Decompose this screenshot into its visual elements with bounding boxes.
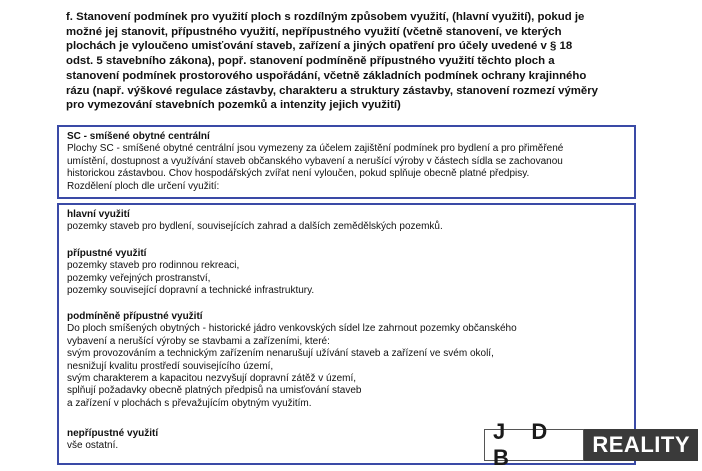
conditional-use-line: Do ploch smíšených obytných - historické jádro venkovských sídel lze zahrnout pozemky občanského xyxy=(67,323,517,335)
area-definition-line: umístění, dostupnost a využívání staveb občanského vybavení a nerušící výroby v částech sídla se zachovanou xyxy=(67,155,563,167)
jdb-reality-logo xyxy=(484,419,698,470)
forbidden-use-section xyxy=(67,428,158,453)
conditional-use-line: splňují požadavky obecně platných předpisů na umisťování staveb xyxy=(67,385,362,397)
allowed-use-title: přípustné využití xyxy=(67,248,147,259)
allowed-use-line: pozemky veřejných prostranství, xyxy=(67,272,211,284)
allowed-use-section xyxy=(67,248,314,298)
heading-line: odst. 5 stavebního zákona), popř. stanovení podmíněně přípustného využití těchto ploch a xyxy=(66,55,555,68)
heading-line: rázu (např. výškové regulace zástavby, charakteru a struktury zástavby, stanovení rozmezí výměry xyxy=(66,84,599,97)
conditional-use-line: svým charakterem a kapacitou nezvyšují dopravní zátěž v území, xyxy=(67,373,357,385)
heading-line: plochách je vyloučeno umisťování staveb, zařízení a jiných opatření pro účely uvedené v § 18 xyxy=(66,40,573,53)
conditional-use-line: nesnižují kvalitu prostředí souvisejícího území, xyxy=(67,360,274,372)
area-definition-text xyxy=(67,131,563,193)
conditional-use-line: a zařízení v plochách s převažujícím obytným využitím. xyxy=(67,397,312,409)
conditional-use-line: svým provozováním a technickým zařízením nenarušují užívání staveb a zařízení ve svém okolí, xyxy=(67,348,494,360)
area-definition-line: historickou zástavbou. Chov hospodářských zvířat není vyloučen, pokud splňuje obecně platné předpisy. xyxy=(67,168,530,180)
heading-line: stanovení podmínek prostorového uspořádání, včetně základních podmínek ochrany krajinného xyxy=(66,69,587,82)
allowed-use-line: pozemky související dopravní a technické infrastruktury. xyxy=(67,285,315,297)
area-definition-line: Plochy SC - smíšené obytné centrální jsou vymezeny za účelem zajištění podmínek pro bydlení a pro přiměřené xyxy=(67,143,564,155)
section-heading xyxy=(66,10,626,113)
area-definition-title: SC - smíšené obytné centrální xyxy=(67,131,210,142)
forbidden-use-title: nepřípustné využití xyxy=(67,428,159,439)
logo-jdb-text: J D B xyxy=(484,429,584,461)
heading-line: možné jej stanovit, přípustného využití, nepřípustného využití (včetně stanovení, ve kterých xyxy=(66,25,562,38)
heading-line: f. Stanovení podmínek pro využití ploch s rozdílným způsobem využití, (hlavní využití), pokud je xyxy=(66,11,585,23)
allowed-use-line: pozemky staveb pro rodinnou rekreaci, xyxy=(67,260,240,272)
area-definition-line: Rozdělení ploch dle určení využití: xyxy=(67,180,220,192)
forbidden-use-line: vše ostatní. xyxy=(67,440,119,452)
heading-line: pro vymezování stavebních pozemků a intenzity jejich využití) xyxy=(66,99,401,112)
conditional-use-title: podmíněně přípustné využití xyxy=(67,311,203,322)
logo-reality-text: REALITY xyxy=(584,429,698,461)
conditional-use-section xyxy=(67,311,517,410)
main-use-title: hlavní využití xyxy=(67,209,130,220)
main-use-line: pozemky staveb pro bydlení, souvisejících zahrad a dalších zemědělských pozemků. xyxy=(67,221,443,233)
conditional-use-line: vybavení a nerušící výroby se stavbami a zařízeními, které: xyxy=(67,335,330,347)
main-use-section xyxy=(67,209,443,234)
